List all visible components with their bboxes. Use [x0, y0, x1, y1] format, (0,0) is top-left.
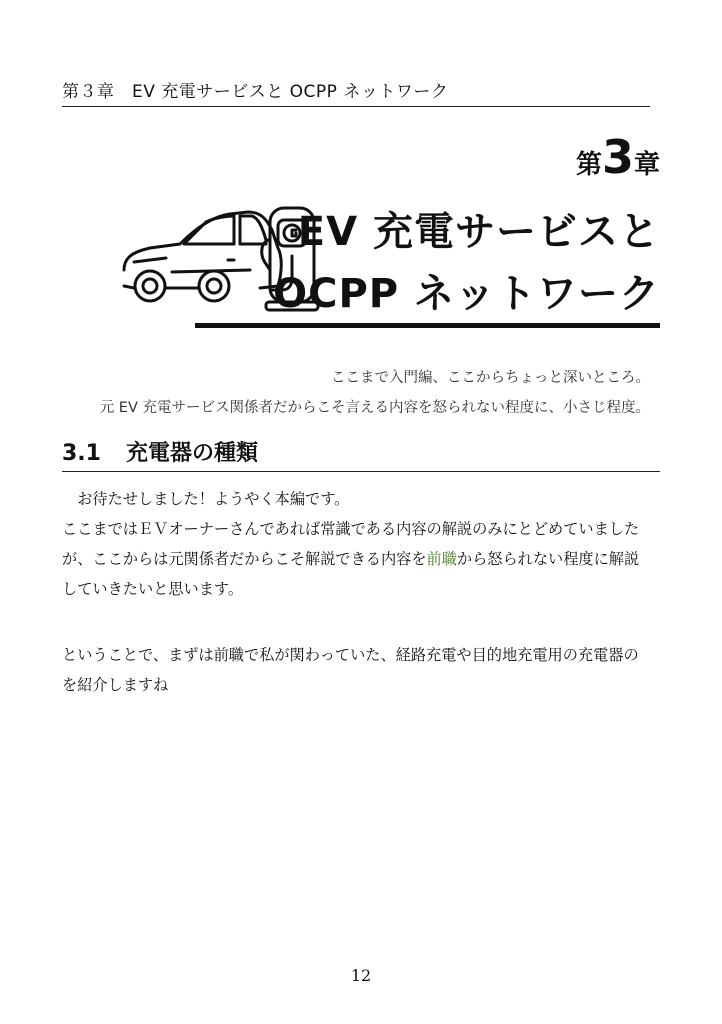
intro-line-2: 元 EV 充電サービス関係者だからこそ言える内容を怒られない程度に、小さじ程度。 — [99, 400, 650, 416]
chapter-number: 3 — [601, 130, 634, 184]
running-header: 第３章 EV 充電サービスと OCPP ネットワーク — [62, 77, 650, 107]
section-title: 充電器の種類 — [126, 441, 259, 466]
body-line: ここまではＥＶオーナーさんであれば常識である内容の解説のみにとどめていました — [62, 520, 640, 538]
chapter-title-rule — [195, 323, 660, 328]
body-line: ということで、まずは前職で私が関わっていた、経路充電や目的地充電用の充電器の — [62, 646, 639, 664]
body-line: していきたいと思います。 — [62, 580, 244, 598]
body-paragraph-1 — [62, 484, 660, 604]
body-line: お待たせしました！ようやく本編です。 — [77, 490, 350, 508]
car-icon — [124, 212, 281, 301]
section-heading — [62, 436, 660, 472]
chapter-badge — [576, 130, 660, 184]
section-number: 3.1 — [62, 441, 101, 466]
chapter-suffix: 章 — [633, 150, 660, 180]
intro-line-1: ここまで入門編、ここからちょっと深いところ。 — [331, 370, 650, 386]
chapter-prefix: 第 — [575, 150, 602, 180]
body-line: を紹介しますね — [62, 676, 169, 694]
chapter-title-line-1: EV 充電サービスと — [297, 209, 660, 255]
chapter-title-line-2: OCPP ネットワーク — [273, 271, 660, 317]
body-paragraph-2 — [62, 640, 660, 700]
page-number: 12 — [350, 966, 372, 985]
highlight-text: 前職 — [426, 550, 457, 568]
body-line: が、ここからは元関係者だからこそ解説できる内容を前職から怒られない程度に解説 — [62, 550, 640, 568]
